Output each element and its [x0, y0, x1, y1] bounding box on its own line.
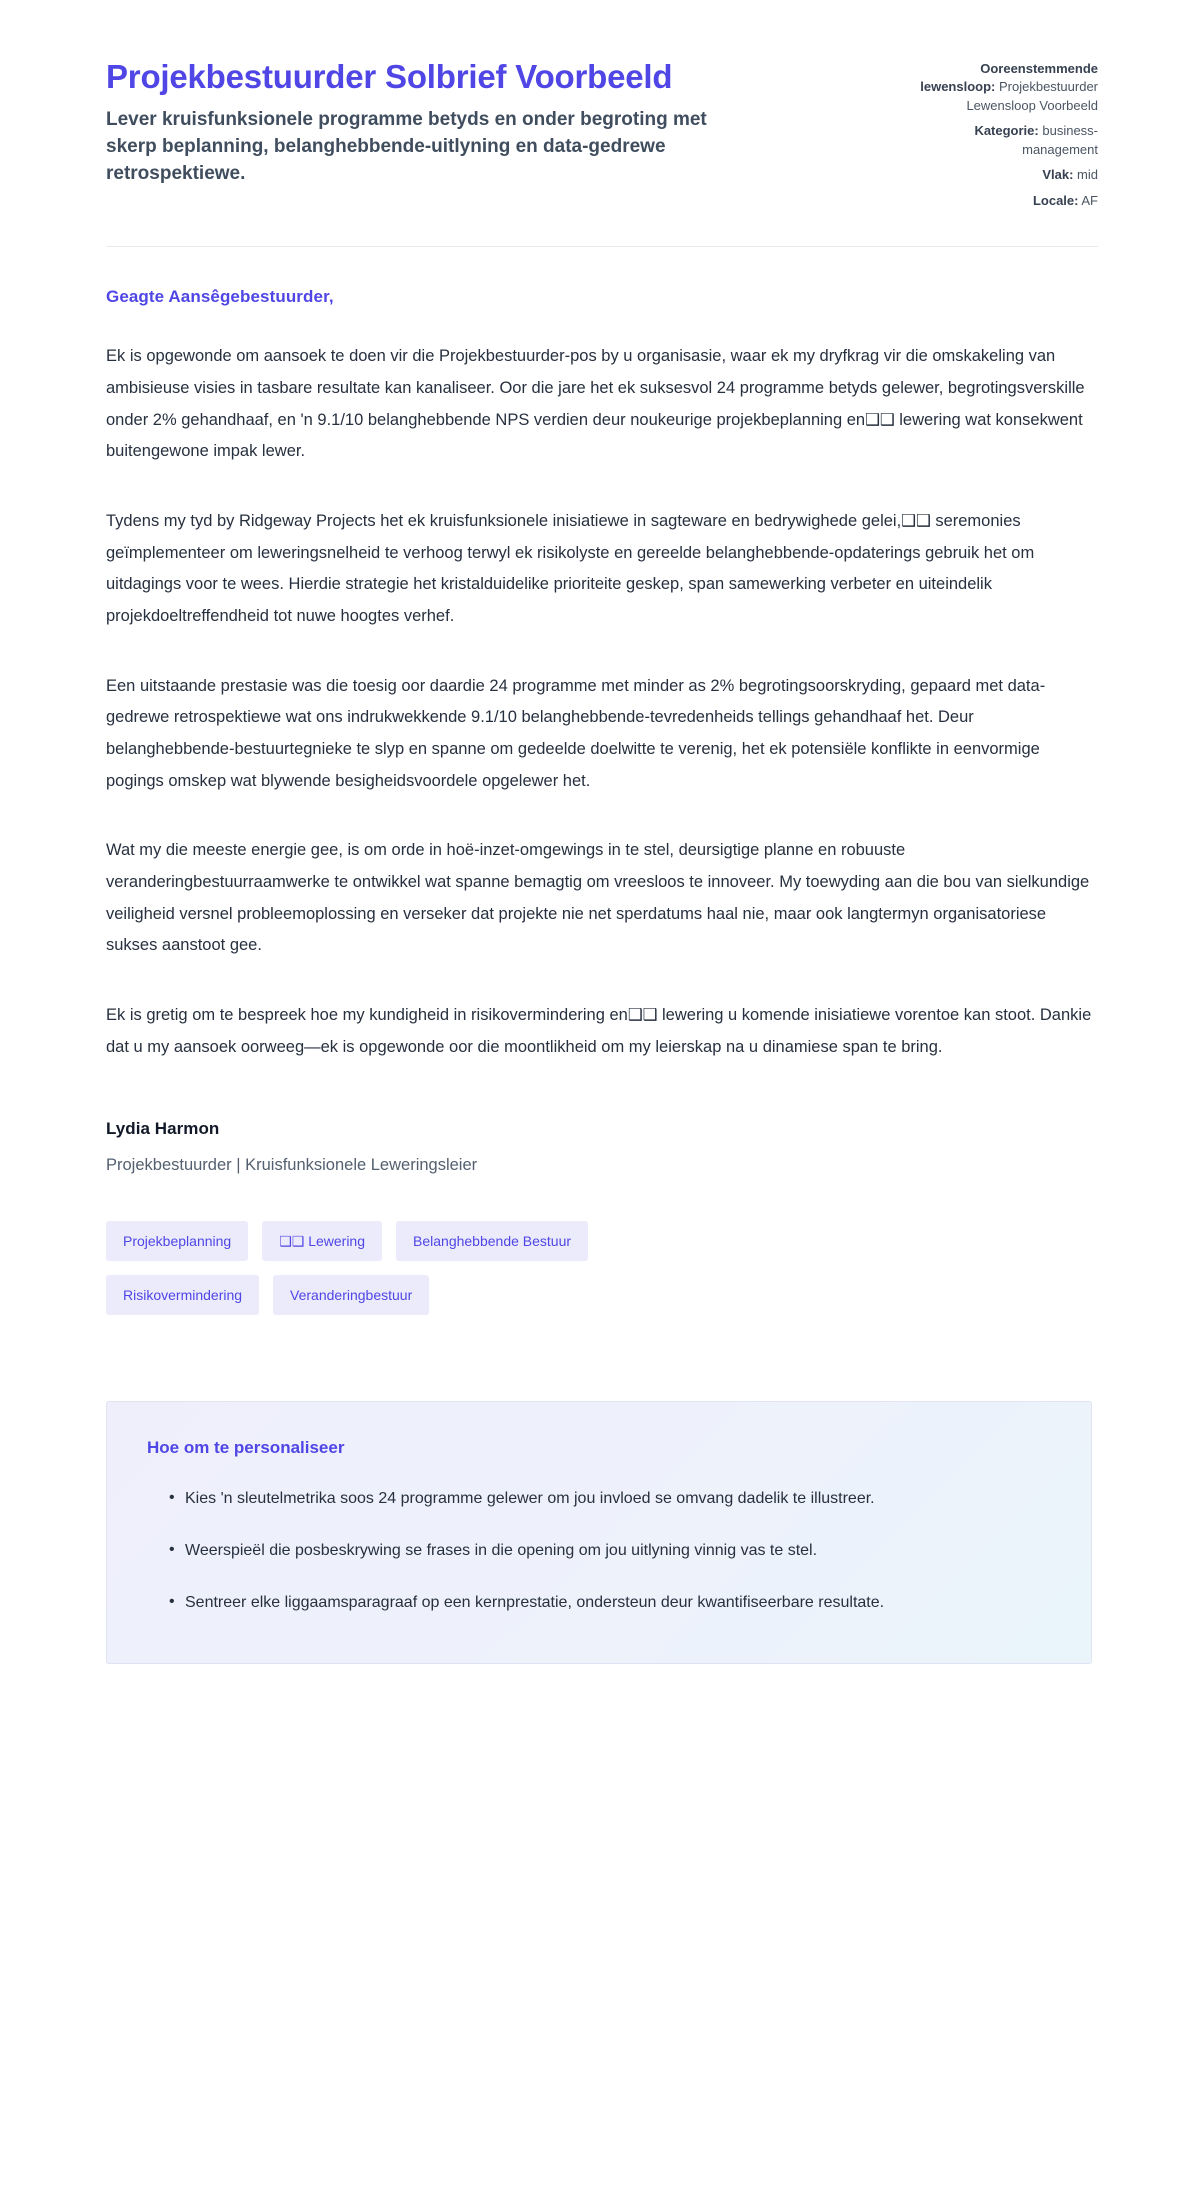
tag-pill[interactable]: Risikovermindering: [106, 1275, 259, 1315]
letter-paragraph: Een uitstaande prestasie was die toesig oor daardie 24 programme met minder as 2% begrotingsoorskryding, gepaard met data-gedrewe retrospektiewe wat ons indrukwekkende 9.1/10 belanghebbende-tevredenheids tellings gehandhaaf het. Deur belanghebbende-bestuurtegnieke te slyp en spanne om gedeelde doelwitte te verenig, het ek potensiële konflikte in eenvormige pogings omskep wat blywende besigheidsvoordele opgelewer het.: [106, 676, 1046, 790]
page-subtitle: Lever kruisfunksionele programme betyds en onder begroting met skerp beplanning, belanghebbende-uitlyning en data-gedrewe retrospektiewe.: [106, 108, 707, 184]
letter-body: [0, 247, 1200, 1063]
callout-tips-list: [147, 1484, 1051, 1618]
letter-paragraph: Ek is gretig om te bespreek hoe my kundigheid in risikovermindering en❑❑ lewering u komende inisiatiewe vorentoe kan stoot. Dankie dat u my aansoek oorweeg—ek is opgewonde oor die moontlikheid om my leierskap na u dinamiese span te bring.: [106, 1005, 1092, 1056]
meta-label-locale: Locale:: [1032, 192, 1079, 208]
page-title: Projekbestuurder Solbrief Voorbeeld: [106, 58, 673, 95]
meta-value-locale: AF: [1081, 192, 1098, 208]
tag-pill[interactable]: Belanghebbende Bestuur: [396, 1221, 588, 1261]
callout-wrapper: [0, 1315, 1200, 1663]
page-header: [0, 0, 1200, 210]
personalization-callout: [106, 1401, 1092, 1663]
meta-row-level: [902, 166, 1098, 184]
meta-row-resume: [902, 60, 1098, 115]
meta-label-category: Kategorie:: [974, 123, 1039, 139]
meta-label-level: Vlak:: [1042, 167, 1074, 183]
letter-signature: [0, 1063, 1200, 1175]
letter-salutation: Geagte Aansêgebestuurder,: [106, 287, 334, 307]
meta-value-resume: Projekbestuurder Lewensloop Voorbeeld: [966, 79, 1098, 113]
meta-value-category: business-management: [1022, 123, 1098, 157]
signature-name: Lydia Harmon: [106, 1119, 220, 1139]
meta-row-category: [902, 122, 1098, 159]
meta-label-resume: Ooreenstemmende lewensloop:: [920, 61, 1098, 95]
letter-paragraph: Tydens my tyd by Ridgeway Projects het ek kruisfunksionele inisiatiewe in sagteware en bedrywighede gelei,❑❑ seremonies geïmplementeer om leweringsnelheid te verhoog terwyl ek risikolyste en gereelde belanghebbende-opdaterings gebruik het om uitdagings voor te wees. Hierdie strategie het kristalduidelike prioriteite geskep, span samewerking verbeter en uiteindelik projekdoeltreffendheid tot nuwe hoogtes verhef.: [106, 511, 1035, 625]
tag-pill[interactable]: ❑❑ Lewering: [262, 1221, 382, 1261]
callout-list-item: • Sentreer elke liggaamsparagraaf op een kernprestatie, ondersteun deur kwantifiseerbare resultate.: [169, 1588, 1051, 1618]
tag-pill[interactable]: Projekbeplanning: [106, 1221, 248, 1261]
letter-paragraph: Wat my die meeste energie gee, is om orde in hoë-inzet-omgewings in te stel, deursigtige planne en robuuste veranderingbestuurraamwerke te ontwikkel wat spanne bemagtig om vreesloos te innoveer. My toewyding aan die bou van sielkundige veiligheid versnel probleemoplossing en verseker dat projekte nie net sperdatums haal nie, maar ook langtermyn organisatoriese sukses aanstoot gee.: [106, 841, 1090, 955]
signature-role: Projekbestuurder | Kruisfunksionele Leweringsleier: [106, 1156, 478, 1175]
tag-list: [0, 1175, 820, 1315]
tag-pill[interactable]: Veranderingbestuur: [273, 1275, 429, 1315]
callout-list-item: • Weerspieël die posbeskrywing se frases in die opening om jou uitlyning vinnig vas te stel.: [169, 1536, 1051, 1566]
meta-value-level: mid: [1077, 167, 1098, 183]
letter-paragraph: Ek is opgewonde om aansoek te doen vir die Projekbestuurder-pos by u organisasie, waar ek my dryfkrag vir die omskakeling van ambisieuse visies in tasbare resultate kan kanaliseer. Oor die jare het ek suksesvol 24 programme betyds gelewer, begrotingsverskille onder 2% gehandhaaf, en 'n 9.1/10 belanghebbende NPS verdien deur noukeurige projekbeplanning en❑❑ lewering wat konsekwent buitengewone impak lewer.: [106, 347, 1085, 461]
meta-row-locale: [902, 192, 1098, 210]
callout-list-item: • Kies 'n sleutelmetrika soos 24 programme gelewer om jou invloed se omvang dadelik te illustreer.: [169, 1484, 1051, 1514]
callout-title: Hoe om te personaliseer: [147, 1438, 345, 1458]
header-title-block: [106, 56, 746, 187]
document-metadata: [902, 56, 1098, 210]
